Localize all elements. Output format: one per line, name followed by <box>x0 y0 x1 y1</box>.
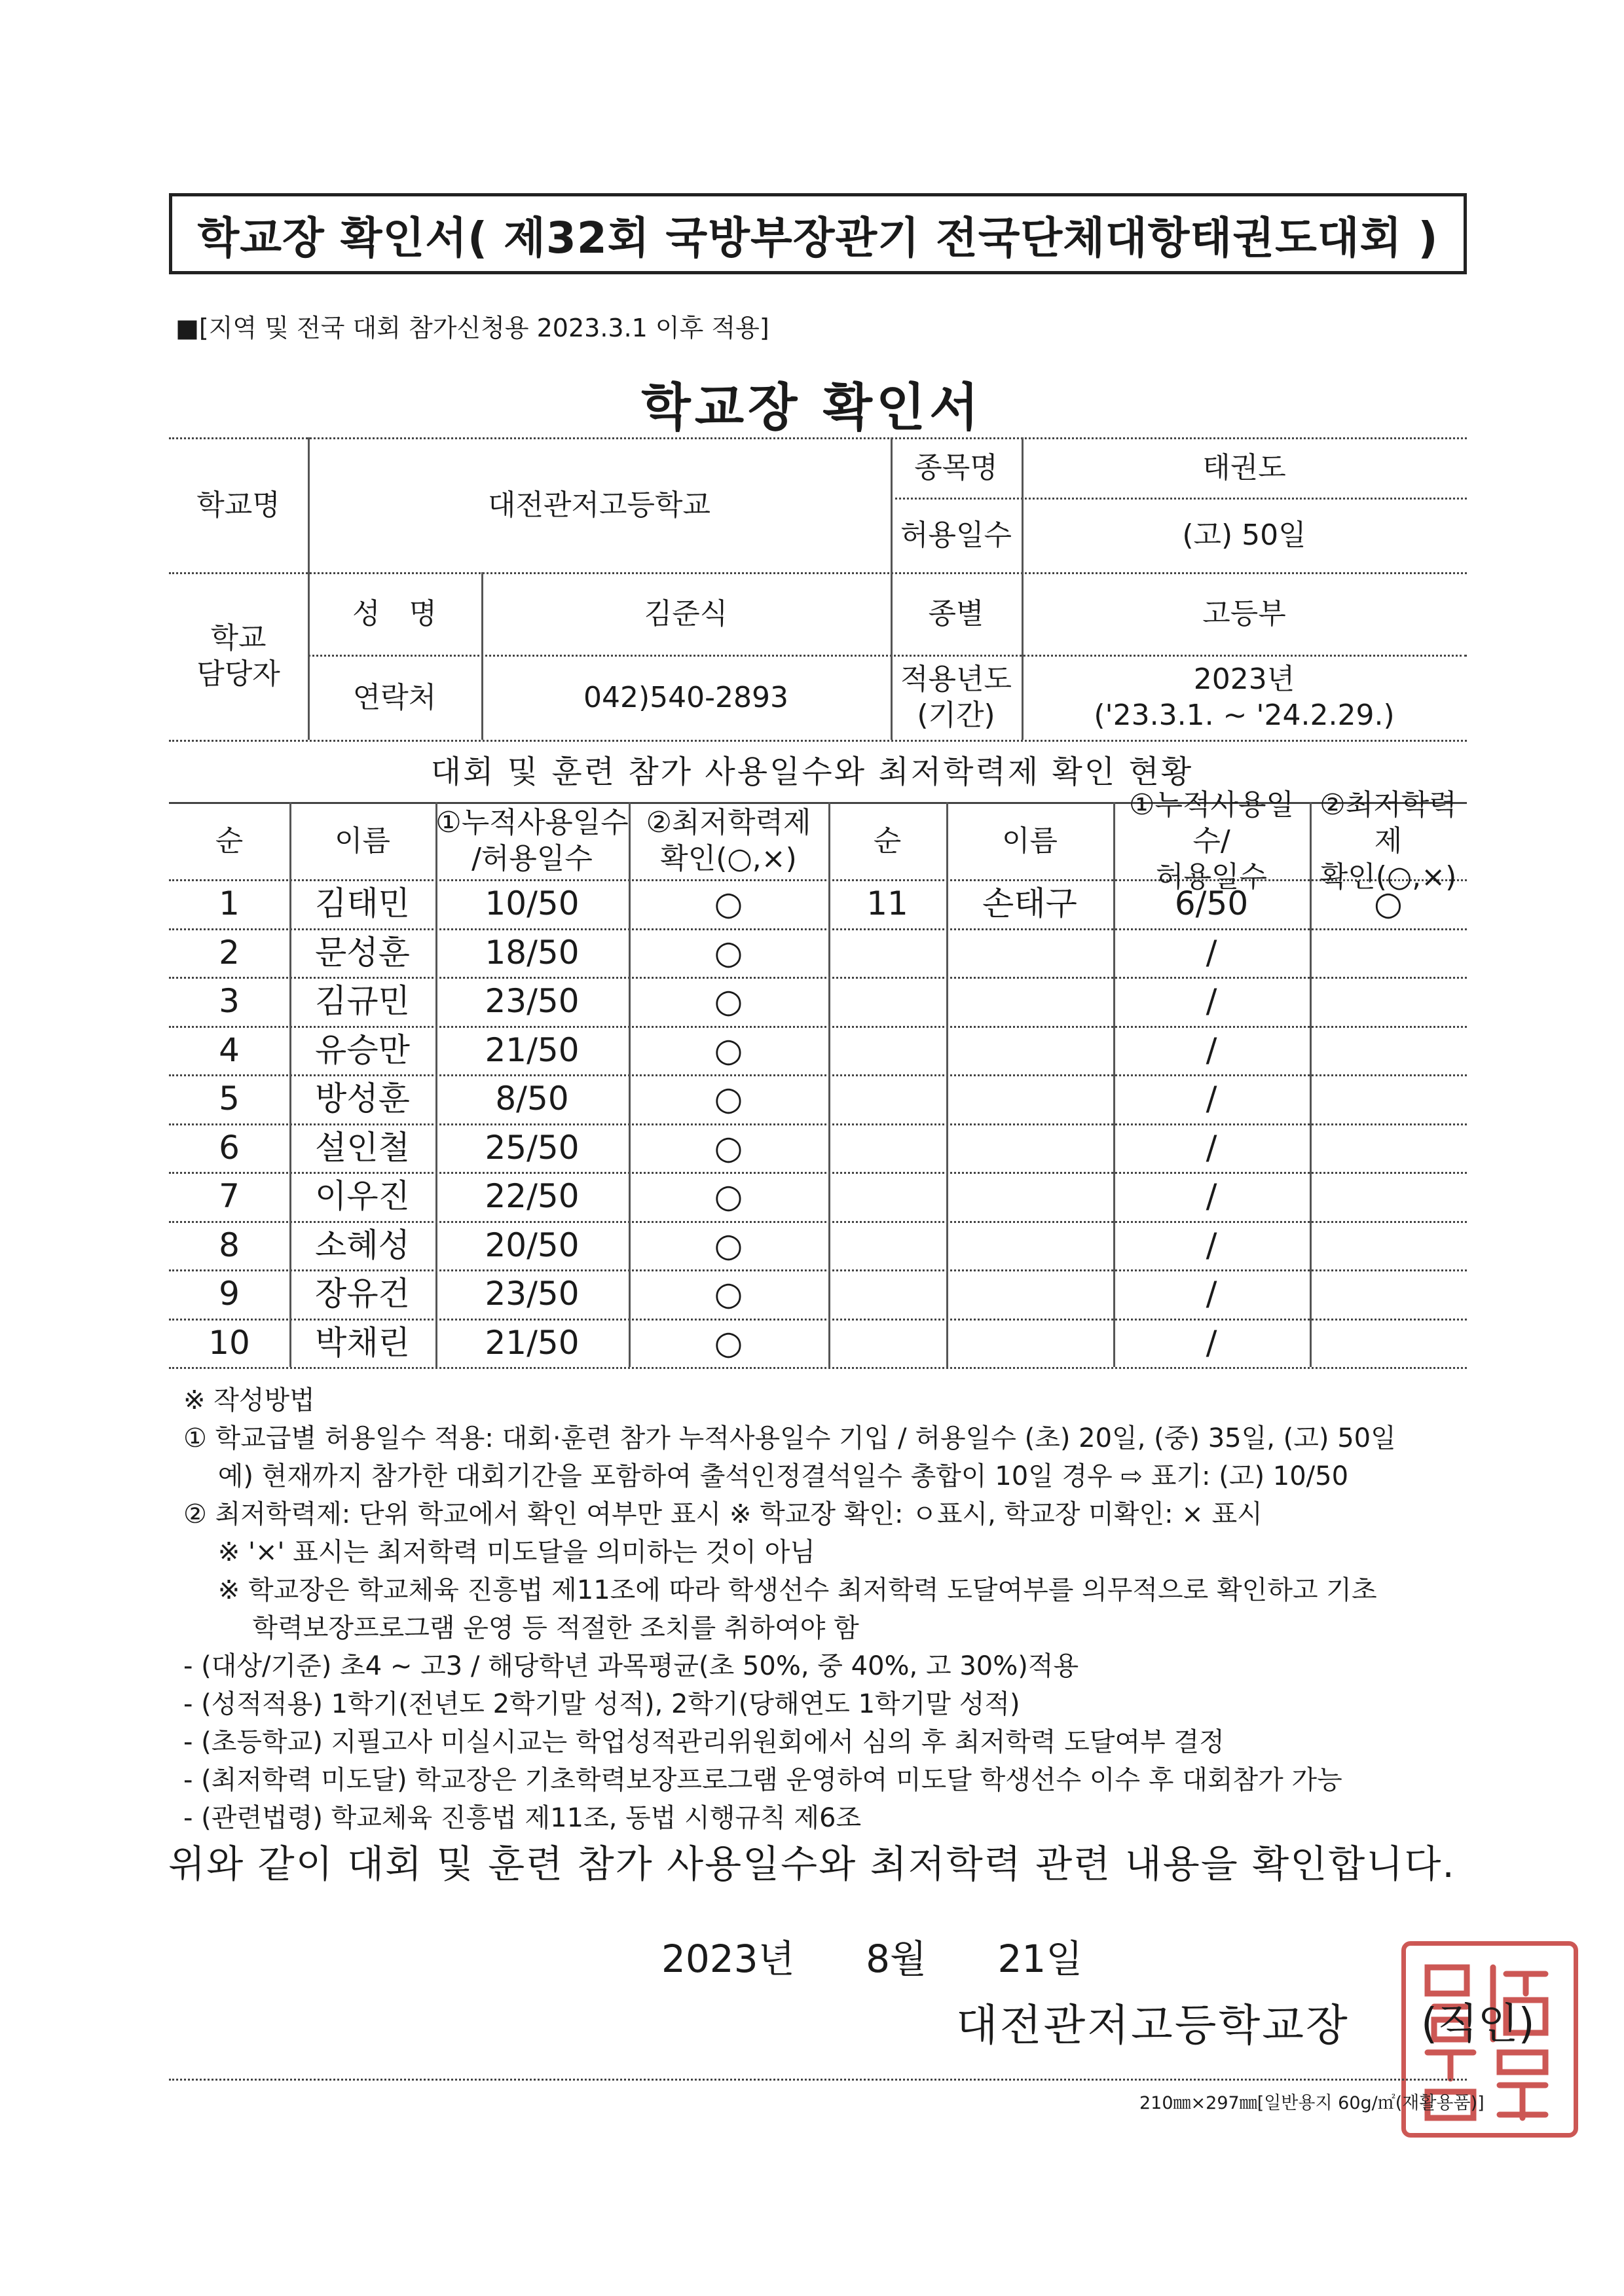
days-used: / <box>1206 1080 1217 1118</box>
academic-check: ○ <box>714 1030 743 1069</box>
instruction-line: - (대상/기준) 초4 ~ 고3 / 해당학년 과목평균(초 50%, 중 40%, 고 30%)적용 <box>183 1651 1079 1681</box>
sport-value: 태권도 <box>1202 450 1286 484</box>
row-number <box>828 1269 946 1319</box>
instruction-line: ① 학교급별 허용일수 적용: 대회·훈련 참가 누적사용일수 기입 / 허용일수 (초) 20일, (중) 35일, (고) 50일 <box>183 1423 1396 1453</box>
name-label: 성 명 <box>352 596 437 630</box>
instruction-line: 예) 현재까지 참가한 대회기간을 포함하여 출석인정결석일수 총합이 10일 경우 ⇨ 표기: (고) 10/50 <box>183 1461 1349 1491</box>
paper-spec: 210㎜×297㎜[일반용지 60g/㎡(재활용품)] <box>1139 2093 1485 2113</box>
academic-check: ○ <box>714 1275 743 1313</box>
academic-check: ○ <box>714 982 743 1020</box>
allowed-label: 허용일수 <box>900 518 1012 552</box>
row-number <box>828 1123 946 1173</box>
days-used: / <box>1206 933 1217 972</box>
contact-value: 042)540-2893 <box>583 680 788 714</box>
column-header: 순 <box>215 824 244 858</box>
days-used: 10/50 <box>485 884 580 922</box>
days-used: 23/50 <box>485 982 580 1020</box>
row-number: 2 <box>219 933 240 972</box>
year-value: 2023년 ('23.3.1. ~ '24.2.29.) <box>1094 663 1395 732</box>
row-number <box>828 1221 946 1270</box>
academic-check <box>1310 1319 1467 1368</box>
divider <box>169 2079 1467 2081</box>
athlete-name: 손태구 <box>982 884 1077 922</box>
row-number: 9 <box>219 1275 240 1313</box>
days-used: / <box>1206 1275 1217 1313</box>
athlete-name: 이우진 <box>315 1177 410 1215</box>
instruction-line: ② 최저학력제: 단위 학교에서 확인 여부만 표시 ※ 학교장 확인: ㅇ표시, 학교장 미확인: × 표시 <box>183 1499 1263 1529</box>
academic-check: ○ <box>714 1323 743 1362</box>
year-label: 적용년도 (기간) <box>900 663 1012 732</box>
column-header: ①누적사용일수 /허용일수 <box>435 806 629 875</box>
academic-check <box>1310 977 1467 1026</box>
form-title: 학교장 확인서( 제32회 국방부장관기 전국단체대항태권도대회 ) <box>197 212 1439 263</box>
manager-label: 학교 담당자 <box>196 621 280 691</box>
academic-check <box>1310 1172 1467 1221</box>
athlete-name <box>946 1026 1113 1075</box>
column-header: 이름 <box>334 824 390 858</box>
athlete-name <box>946 1269 1113 1319</box>
name-value: 김준식 <box>644 596 728 630</box>
days-used: 22/50 <box>485 1177 580 1215</box>
athlete-name <box>946 1172 1113 1221</box>
contact-label: 연락처 <box>352 680 437 714</box>
instruction-line: - (관련법령) 학교체육 진흥법 제11조, 동법 시행규칙 제6조 <box>183 1803 862 1833</box>
days-used: 21/50 <box>485 1323 580 1362</box>
athlete-name: 문성훈 <box>315 933 410 972</box>
row-number <box>828 1319 946 1368</box>
column-header: 순 <box>873 824 902 858</box>
instruction-line: - (성적적용) 1학기(전년도 2학기말 성적), 2학기(당해연도 1학기말 성적) <box>183 1689 1020 1719</box>
days-used: / <box>1206 1177 1217 1215</box>
athlete-name <box>946 1074 1113 1123</box>
instruction-line: ※ '×' 표시는 최저학력 미도달을 의미하는 것이 아님 <box>183 1537 815 1567</box>
division-value: 고등부 <box>1202 596 1286 630</box>
athlete-name: 소혜성 <box>315 1226 410 1264</box>
athlete-name: 방성훈 <box>315 1080 410 1118</box>
athlete-name <box>946 1319 1113 1368</box>
instruction-line: - (최저학력 미도달) 학교장은 기초학력보장프로그램 운영하여 미도달 학생선수 이수 후 대회참가 가능 <box>183 1765 1342 1795</box>
column-header: 이름 <box>1001 824 1058 858</box>
row-number: 11 <box>866 884 908 922</box>
days-used: / <box>1206 1030 1217 1069</box>
row-number <box>828 928 946 977</box>
division-label: 종별 <box>928 596 984 630</box>
date-month: 8월 <box>866 1937 927 1981</box>
academic-check <box>1310 1221 1467 1270</box>
row-number: 4 <box>219 1030 240 1069</box>
athlete-name <box>946 1123 1113 1173</box>
column-header: ②최저학력제 확인(○,×) <box>1320 788 1457 894</box>
divider <box>169 1367 1467 1369</box>
row-number <box>828 1172 946 1221</box>
row-number <box>828 977 946 1026</box>
allowed-value: (고) 50일 <box>1182 518 1306 552</box>
seal-label: (직인) <box>1421 2000 1535 2049</box>
column-header: ①누적사용일수/ 허용일수 <box>1129 788 1294 894</box>
athlete-name: 장유건 <box>315 1275 410 1313</box>
academic-check: ○ <box>714 1226 743 1264</box>
days-used: / <box>1206 1226 1217 1264</box>
days-used: 23/50 <box>485 1275 580 1313</box>
instructions <box>183 1381 1493 1837</box>
document-title: 학교장 확인서 <box>641 378 983 437</box>
academic-check: ○ <box>714 933 743 972</box>
days-used: 8/50 <box>495 1080 569 1118</box>
confirmation-text: 위와 같이 대회 및 훈련 참가 사용일수와 최저학력 관련 내용을 확인합니다. <box>168 1842 1456 1886</box>
academic-check <box>1310 1026 1467 1075</box>
row-number: 8 <box>219 1226 240 1264</box>
instruction-line: - (초등학교) 지필고사 미실시교는 학업성적관리위원회에서 심의 후 최저학력 도달여부 결정 <box>183 1727 1225 1757</box>
academic-check: ○ <box>714 1080 743 1118</box>
divider <box>169 740 1467 742</box>
academic-check: ○ <box>714 1177 743 1215</box>
row-number: 1 <box>219 884 240 922</box>
academic-check <box>1310 1269 1467 1319</box>
days-used: 21/50 <box>485 1030 580 1069</box>
athlete-name <box>946 1221 1113 1270</box>
date-day: 21일 <box>997 1937 1083 1981</box>
academic-check: ○ <box>1374 884 1403 922</box>
days-used: 18/50 <box>485 933 580 972</box>
row-number: 10 <box>208 1323 250 1362</box>
row-number <box>828 1074 946 1123</box>
form-note: ■[지역 및 전국 대회 참가신청용 2023.3.1 이후 적용] <box>175 314 769 342</box>
academic-check <box>1310 1123 1467 1173</box>
athlete-name <box>946 977 1113 1026</box>
instruction-line: ※ 학교장은 학교체육 진흥법 제11조에 따라 학생선수 최저학력 도달여부를 의무적으로 확인하고 기초 <box>183 1575 1377 1605</box>
academic-check <box>1310 1074 1467 1123</box>
days-used: 20/50 <box>485 1226 580 1264</box>
athlete-name: 김태민 <box>315 884 410 922</box>
sport-label: 종목명 <box>914 450 998 484</box>
row-number <box>828 1026 946 1075</box>
school-label: 학교명 <box>196 488 280 522</box>
academic-check: ○ <box>714 1128 743 1167</box>
row-number: 7 <box>219 1177 240 1215</box>
form-title-box <box>169 193 1467 274</box>
days-used: 6/50 <box>1174 884 1249 922</box>
school-value: 대전관저고등학교 <box>487 488 711 522</box>
athlete-name: 김규민 <box>315 982 410 1020</box>
days-used: / <box>1206 1128 1217 1167</box>
column-header: ②최저학력제 확인(○,×) <box>646 806 811 875</box>
academic-check: ○ <box>714 884 743 922</box>
days-used: / <box>1206 982 1217 1020</box>
row-number: 6 <box>219 1128 240 1167</box>
principal-name: 대전관저고등학교장 <box>956 2000 1350 2050</box>
row-number: 3 <box>219 982 240 1020</box>
instruction-line: ※ 작성방법 <box>183 1385 315 1415</box>
academic-check <box>1310 928 1467 977</box>
athlete-name: 박채린 <box>315 1323 410 1362</box>
date-year: 2023년 <box>661 1937 795 1981</box>
days-used: 25/50 <box>485 1128 580 1167</box>
days-used: / <box>1206 1323 1217 1362</box>
instruction-line: 학력보장프로그램 운영 등 적절한 조치를 취하여야 함 <box>183 1613 859 1643</box>
section-title: 대회 및 훈련 참가 사용일수와 최저학력제 확인 현황 <box>430 754 1194 790</box>
row-number: 5 <box>219 1080 240 1118</box>
athlete-name: 설인철 <box>315 1128 410 1167</box>
date <box>661 1928 1082 1983</box>
athlete-name: 유승만 <box>315 1030 410 1069</box>
athlete-name <box>946 928 1113 977</box>
